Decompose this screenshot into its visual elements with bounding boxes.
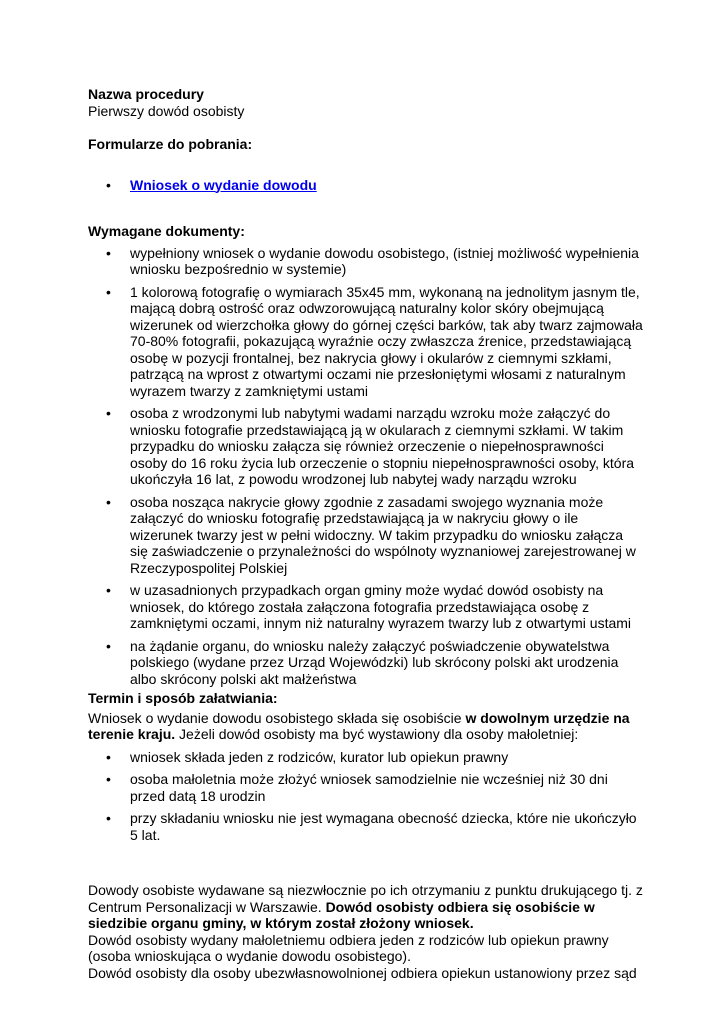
list-item: [88, 245, 644, 278]
forms-heading: Formularze do pobrania:: [88, 136, 253, 152]
list-item-text: na żądanie organu, do wniosku należy załączyć poświadczenie obywatelstwa polskiego (wydane przez Urząd Wojewódzki) lub skrócony polski akt urodzenia albo skrócony polski akt małżeństwa: [130, 637, 619, 687]
pickup-paragraph-2: Dowód osobisty wydany małoletniemu odbiera jeden z rodziców lub opiekun prawny (osoba wnioskująca o wydanie dowodu osobistego).: [88, 931, 609, 964]
list-item-text: osoba nosząca nakrycie głowy zgodnie z zasadami swojego wyznania może załączyć do wniosku fotografię przedstawiającą ja w nakryciu głowy o ile wizerunek twarzy jest w pełni widoczny. W takim przypadku do wniosku załącza się zaświadczenie o przynależności do wspólnoty wyznaniowej zarejestrowanej w Rzeczypospolitej Polskiej: [130, 493, 636, 576]
bullet-icon: •: [106, 748, 111, 765]
bullet-icon: •: [106, 582, 111, 598]
documents-list: [88, 245, 644, 688]
term-intro: Wniosek o wydanie dowodu osobistego składa się osobiście w dowolnym urzędzie na terenie kraju. Jeżeli dowód osobisty ma być wystawiony dla osoby małoletniej:: [88, 709, 630, 742]
bullet-icon: •: [106, 810, 111, 826]
document-page: [88, 86, 644, 981]
pickup-paragraph-1: Dowody osobiste wydawane są niezwłocznie po ich otrzymaniu z punktu drukującego tj. z Centrum Personalizacji w Warszawie. Dowód osobisty odbiera się osobiście w siedzibie organu gminy, w którym został złożony wniosek.: [88, 882, 643, 931]
list-item-text: wypełniony wniosek o wydanie dowodu osobistego, (istniej możliwość wypełnienia wniosku bezpośrednio w systemie): [130, 244, 639, 277]
list-item-text: 1 kolorową fotografię o wymiarach 35x45 mm, wykonaną na jednolitym jasnym tle, mającą dobrą ostrość oraz odwzorowującą naturalny kolor skóry obejmującą wizerunek od wierzchołka głowy do górnej części barków, tak aby twarz zajmowała 70-80% fotografii, pokazującą wyraźnie oczy zwłaszcza źrenice, przedstawiającą osobę w pozycji frontalnej, bez nakrycia głowy i okularów z ciemnymi szkłami, patrzącą na wprost z otwartymi oczami nie przesłoniętymi włosami z naturalnym wyrazem twarzy z zamkniętymi ustami: [130, 283, 643, 399]
list-item: [88, 638, 644, 688]
bullet-icon: •: [106, 493, 111, 510]
list-item-text: osoba małoletnia może złożyć wniosek samodzielnie nie wcześniej niż 30 dni przed datą 18 urodzin: [130, 771, 608, 804]
bullet-icon: •: [106, 244, 111, 261]
bullet-icon: •: [106, 771, 111, 787]
list-item: [88, 771, 644, 804]
procedure-heading: Nazwa procedury: [88, 86, 204, 102]
bullet-icon: •: [106, 405, 111, 421]
list-item: [88, 405, 644, 488]
term-heading: Termin i sposób załatwiania:: [88, 690, 278, 706]
term-list: [88, 749, 644, 844]
list-item-text: przy składaniu wniosku nie jest wymagana obecność dziecka, które nie ukończyło 5 lat.: [130, 810, 637, 843]
list-item: [88, 582, 644, 632]
list-item: [88, 177, 644, 194]
pickup-paragraph-3: Dowód osobisty dla osoby ubezwłasnowolnionej odbiera opiekun ustanowiony przez sąd: [88, 964, 637, 981]
list-item-text: wniosek składa jeden z rodziców, kurator lub opiekun prawny: [130, 748, 509, 765]
bullet-icon: •: [106, 176, 111, 193]
list-item: [88, 494, 644, 577]
list-item: [88, 810, 644, 843]
list-item-text: w uzasadnionych przypadkach organ gminy może wydać dowód osobisty na wniosek, do którego została załączona fotografia przedstawiająca osobę z zamkniętymi oczami, innym niż naturalny wyrazem twarzy lub z otwartymi ustami: [130, 582, 632, 631]
forms-list: [88, 177, 644, 194]
application-form-link[interactable]: Wniosek o wydanie dowodu: [130, 176, 317, 193]
list-item: [88, 749, 644, 766]
documents-heading: Wymagane dokumenty:: [88, 223, 245, 239]
bullet-icon: •: [106, 283, 111, 300]
list-item: [88, 284, 644, 400]
procedure-value: Pierwszy dowód osobisty: [88, 102, 245, 119]
bullet-icon: •: [106, 637, 111, 654]
list-item-text: osoba z wrodzonymi lub nabytymi wadami narządu wzroku może załączyć do wniosku fotografie przedstawiającą ją w okularach z ciemnymi szkłami. W takim przypadku do wniosku załącza się również orzeczenie o niepełnosprawności osoby do 16 roku życia lub orzeczenie o stopniu niepełnosprawności osoby, która ukończyła 16 lat, z powodu wrodzonej lub nabytej wady narządu wzroku: [130, 405, 635, 487]
